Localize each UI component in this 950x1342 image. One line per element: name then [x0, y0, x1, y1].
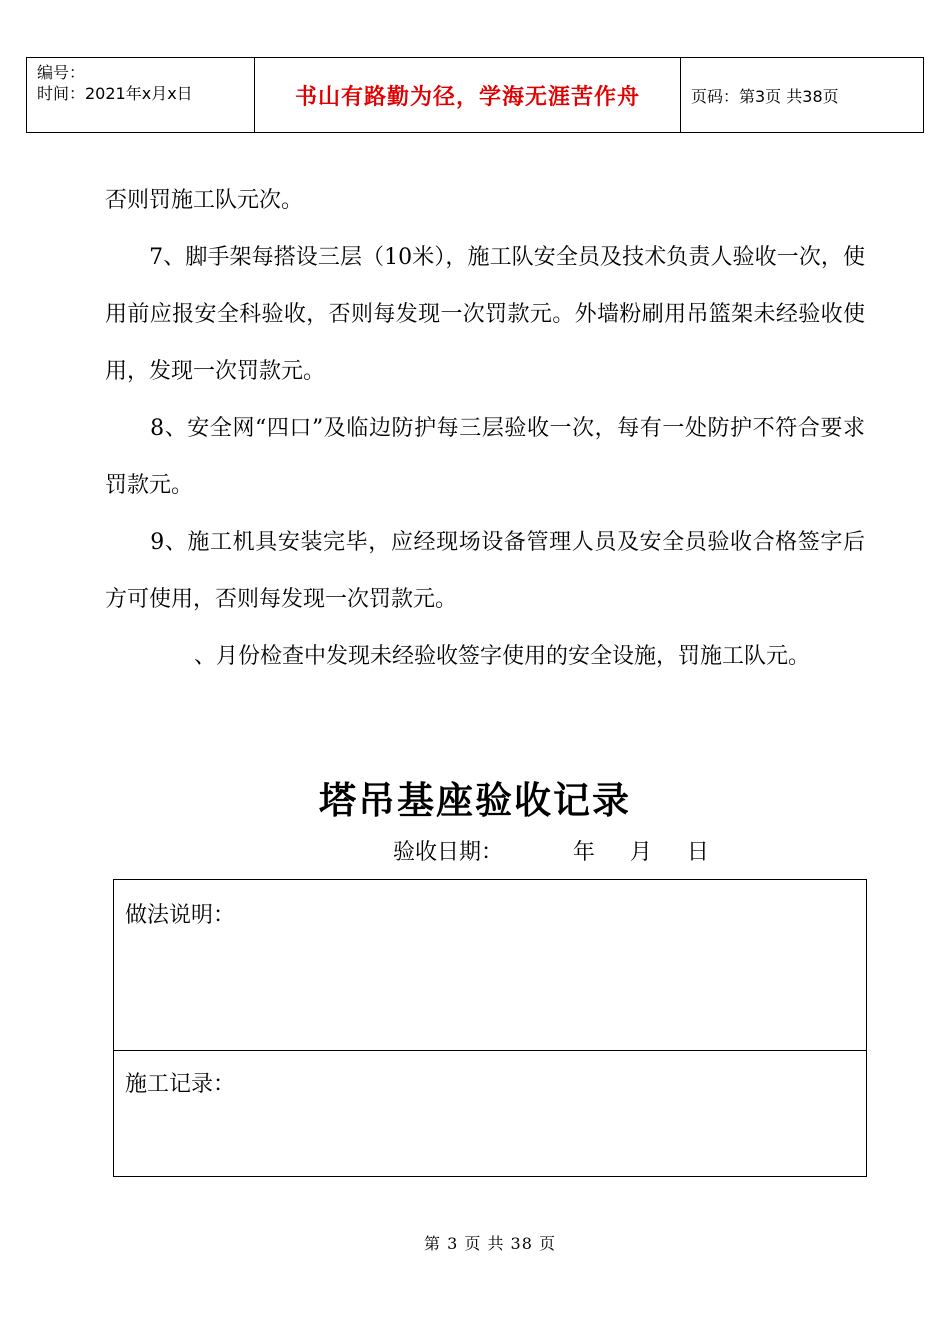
form-title: 塔吊基座验收记录: [319, 778, 631, 822]
paragraph-item-9: 9、施工机具安装完毕，应经现场设备管理人员及安全员验收合格签字后方可使用，否则每发现一次罚款元。: [105, 530, 865, 612]
paragraph-item-10: 、月份检查中发现未经验收签字使用的安全设施，罚施工队元。: [150, 644, 811, 669]
time-label: 时间：2021年x月x日: [37, 84, 193, 103]
construction-record-cell: [114, 1051, 866, 1177]
paragraph-continuation: 否则罚施工队元次。: [105, 188, 304, 213]
header-motto: 书山有路勤为径，学海无涯苦作舟: [255, 58, 681, 132]
paragraph-item-7: 7、脚手架每搭设三层（10米），施工队安全员及技术负责人验收一次，使用前应报安全科验收，否则每发现一次罚款元。外墙粉刷用吊篮架未经验收使用，发现一次罚款元。: [105, 245, 865, 384]
method-description-label: 做法说明：: [125, 903, 236, 928]
header-meta: [27, 58, 255, 132]
construction-record-label: 施工记录：: [125, 1072, 236, 1097]
inspection-form-table: [113, 879, 867, 1177]
number-label: 编号：: [37, 63, 86, 82]
header-page-info: 页码：第3页 共38页: [691, 86, 839, 106]
inspection-date-line: 验收日期： 年 月 日: [393, 840, 709, 865]
page-footer: 第 3 页 共 38 页: [424, 1234, 556, 1253]
paragraph-item-8: 8、安全网“四口”及临边防护每三层验收一次，每有一处防护不符合要求罚款元。: [105, 416, 865, 498]
method-description-cell: [114, 880, 866, 1051]
document-header: [26, 57, 924, 133]
